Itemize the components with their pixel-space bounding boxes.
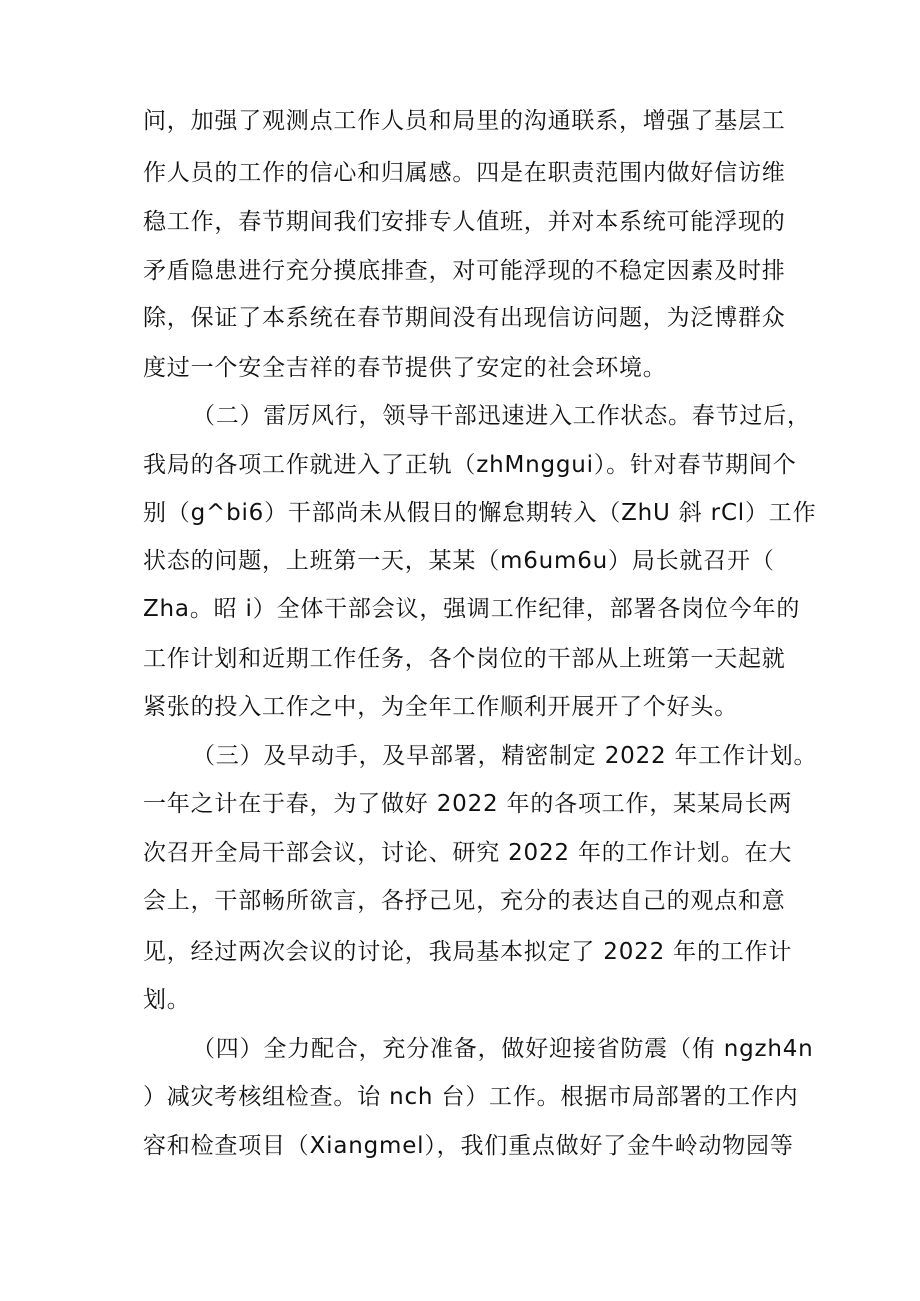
text-line: 稳工作，春节期间我们安排专人值班，并对本系统可能浮现的	[143, 209, 786, 235]
text-line: 次召开全局干部会议，讨论、研究 2022 年的工作计划。在大	[143, 840, 793, 866]
text-line: 划。	[143, 987, 191, 1013]
text-line: 除，保证了本系统在春节期间没有出现信访问题，为泛博群众	[143, 305, 786, 331]
text-line: 一年之计在于春，为了做好 2022 年的各项工作，某某局长两	[143, 791, 793, 817]
text-line: 状态的问题，上班第一天，某某（m6um6u）局长就召开（	[143, 548, 775, 574]
text-line: 我局的各项工作就进入了正轨（zhMnggui）。针对春节期间个	[143, 452, 797, 478]
text-line: 工作计划和近期工作任务，各个岗位的干部从上班第一天起就	[143, 646, 786, 672]
text-line: 问，加强了观测点工作人员和局里的沟通联系，增强了基层工	[143, 108, 786, 134]
text-line: 别（g^bi6）干部尚未从假日的懈怠期转入（ZhU 斜 rCl）工作	[143, 500, 817, 526]
text-line: 度过一个安全吉祥的春节提供了安定的社会环境。	[143, 355, 667, 381]
text-line: 会上，干部畅所欲言，各抒己见，充分的表达自己的观点和意	[143, 888, 786, 914]
text-line: 矛盾隐患进行充分摸底排查，对可能浮现的不稳定因素及时排	[143, 258, 786, 284]
paragraph-heading-line: （二）雷厉风行，领导干部迅速进入工作状态。春节过后，	[192, 403, 811, 429]
text-line: 作人员的工作的信心和归属感。四是在职责范围内做好信访维	[143, 160, 786, 186]
paragraph-heading-line: （三）及早动手，及早部署，精密制定 2022 年工作计划。	[192, 743, 818, 769]
text-line: ）减灾考核组检查。诒 nch 台）工作。根据市局部署的工作内	[143, 1084, 799, 1110]
text-line: 容和检查项目（Xiangmel），我们重点做好了金牛岭动物园等	[143, 1133, 794, 1159]
text-line: 紧张的投入工作之中，为全年工作顺利开展开了个好头。	[143, 694, 738, 720]
text-line: Zha。昭 i）全体干部会议，强调工作纪律，部署各岗位今年的	[143, 596, 801, 622]
paragraph-heading-line: （四）全力配合，充分准备，做好迎接省防震（侑 ngzh4n	[192, 1036, 814, 1062]
text-line: 见，经过两次会议的讨论，我局基本拟定了 2022 年的工作计	[143, 939, 793, 965]
